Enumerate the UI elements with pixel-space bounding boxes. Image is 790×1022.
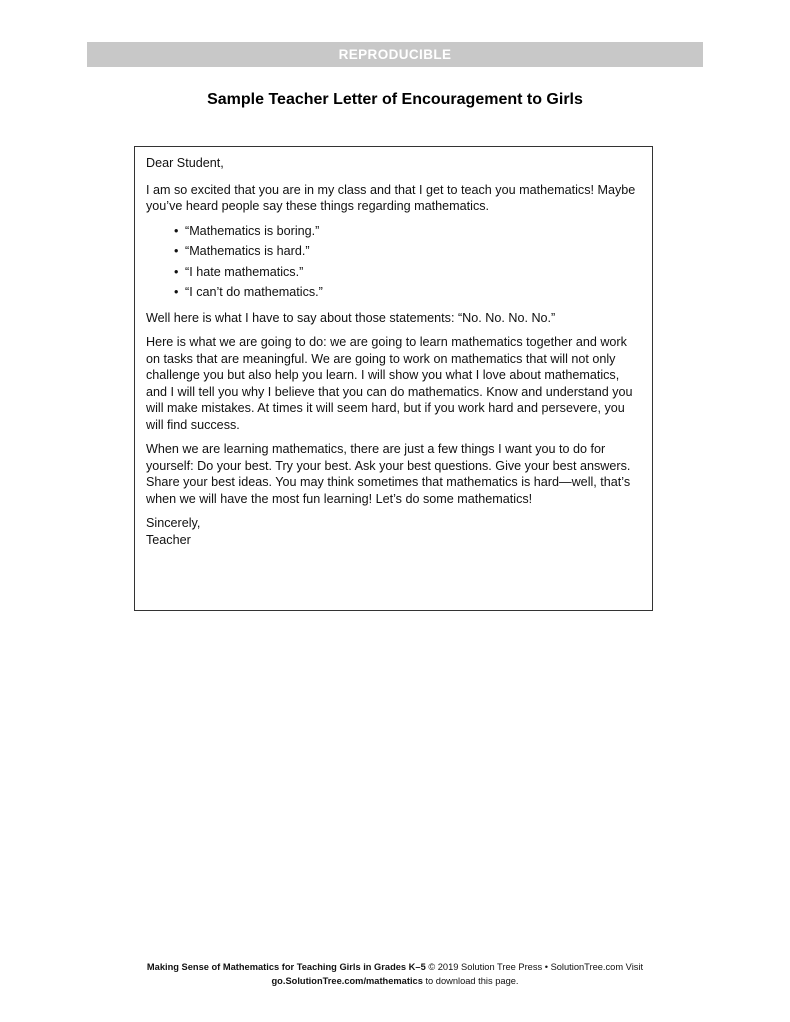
list-item-text: “Mathematics is hard.” [185, 244, 310, 258]
list-item [174, 264, 641, 281]
letter-signature: Teacher [146, 532, 191, 547]
list-item-text: “I can’t do mathematics.” [185, 285, 323, 299]
letter-expectations: When we are learning mathematics, there are just a few things I want you to do for yourself: Do your best. Try your best. Ask your best questions. Give your best answers. Share your best ideas. You may think sometimes that mathematics is hard—well, that’s when we will have the most fun learning! Let’s do some mathematics! [146, 442, 631, 506]
bullet-icon: • [174, 244, 179, 258]
banner-label: REPRODUCIBLE [338, 47, 452, 62]
footer-book-title: Making Sense of Mathematics for Teaching Girls in Grades K–5 [146, 962, 426, 972]
list-item [174, 223, 641, 240]
bullet-icon: • [174, 264, 179, 279]
reproducible-banner [87, 42, 703, 67]
letter-signoff [146, 515, 641, 548]
page-title: Sample Teacher Letter of Encouragement to Girls [207, 91, 583, 108]
bullet-icon: • [174, 223, 179, 238]
letter-intro: I am so excited that you are in my class and that I get to teach you mathematics! Maybe you’ve heard people say these things regarding mathematics. [146, 182, 636, 213]
list-item-text: “Mathematics is boring.” [185, 223, 320, 238]
list-item [174, 284, 641, 301]
letter-greeting: Dear Student, [146, 156, 224, 170]
letter-plan: Here is what we are going to do: we are going to learn mathematics together and work on tasks that are meaningful. We are going to work on mathematics that will not only challenge you but also help you learn. I will show you what I love about mathematics, and I will tell you why I believe that you can do mathematics. Know and understand you will make mistakes. At times it will seem hard, but if you work hard and persevere, you will find success. [146, 335, 633, 432]
list-item [174, 243, 641, 260]
page-footer [0, 960, 790, 988]
statement-list [146, 223, 641, 301]
footer-link-suffix: to download this page. [422, 976, 519, 986]
footer-link[interactable]: go.SolutionTree.com/mathematics [271, 976, 423, 986]
letter-box [134, 146, 653, 611]
letter-closing: Sincerely, [146, 516, 201, 530]
letter-response: Well here is what I have to say about those statements: “No. No. No. No.” [146, 310, 556, 325]
list-item-text: “I hate mathematics.” [185, 264, 304, 279]
bullet-icon: • [174, 285, 179, 299]
footer-copyright: © 2019 Solution Tree Press • SolutionTree.com Visit [425, 962, 644, 972]
